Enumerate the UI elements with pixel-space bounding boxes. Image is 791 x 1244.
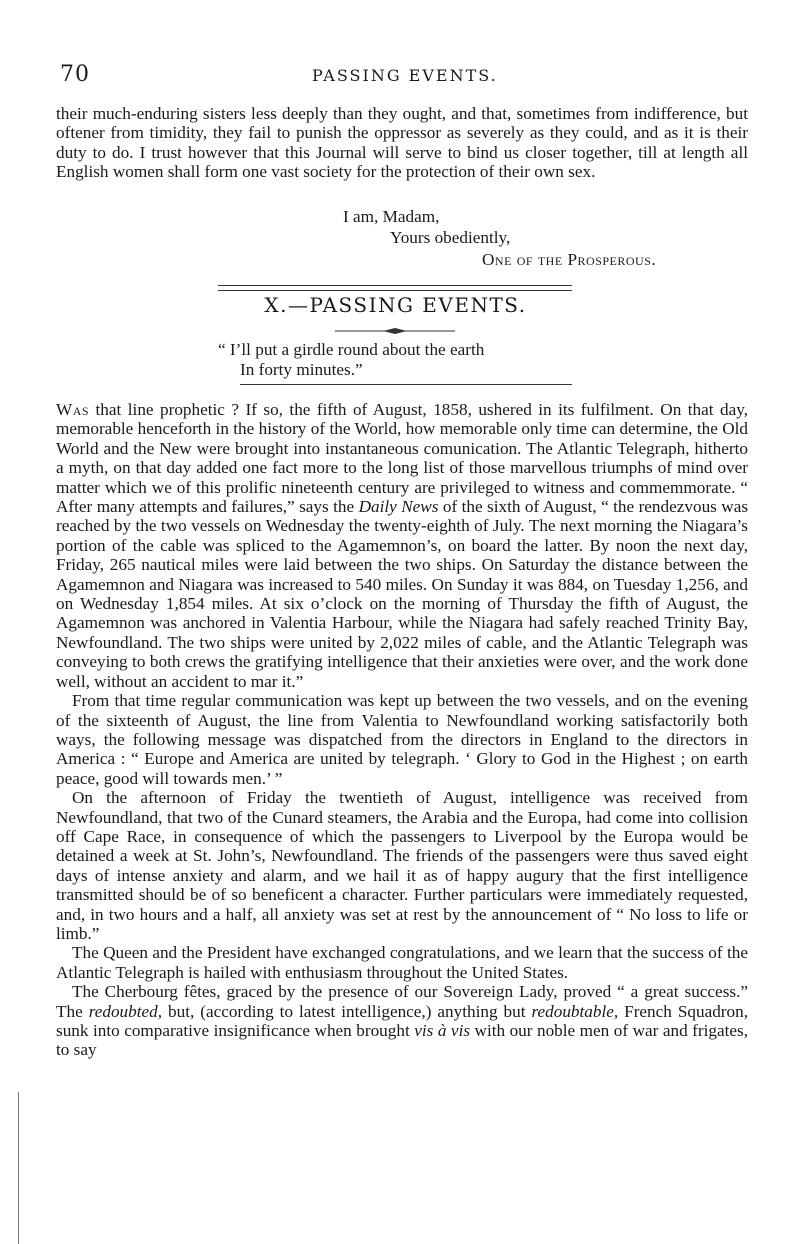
running-title: PASSING EVENTS. xyxy=(312,66,498,85)
ornament-divider xyxy=(335,327,455,335)
paragraph-5-italic-2: redoubtable xyxy=(531,1001,614,1021)
letter-paragraph xyxy=(56,104,748,182)
epigraph-line-2: In forty minutes.” xyxy=(240,360,363,379)
letter-signoff-1: I am, Madam, xyxy=(343,207,440,226)
running-head xyxy=(60,62,740,92)
letter-signature: One of the Prosperous. xyxy=(482,250,657,269)
letter-text: their much-enduring sisters less deeply than they ought, and that, sometimes from indifference, but oftener from timidity, they fail to punish the oppressor as severely as they could, and as it is their duty to do. I trust however that this Journal will serve to bind us closer together, till at length all English women shall form one vast society for the protection of their own sex. xyxy=(56,104,748,182)
paragraph-5-italic-1: redoubted xyxy=(88,1001,158,1021)
margin-rule xyxy=(18,1092,19,1244)
article-body xyxy=(56,400,748,1060)
page-number: 70 xyxy=(60,62,90,87)
paragraph-5 xyxy=(56,982,748,1060)
paragraph-3: On the afternoon of Friday the twentieth of August, intelligence was received from Newfoundland, that two of the Cunard steamers, the Arabia and the Europa, had come into collision off Cape Race, in consequence of which the passengers to Liverpool by the Europa would be detained a week at St. John’s, Newfoundland. The friends of the passengers were thus saved eight days of intense anxiety and alarm, and we hail it as of happy augury that the first intelligence transmitted should be of so beneficent a character. Further particulars were immediately requested, and, in two hours and a half, all anxiety was set at rest by the announcement of “ No loss to life or limb.” xyxy=(56,788,748,943)
paragraph-5-italic-3: vis à vis xyxy=(414,1021,471,1040)
epigraph-rule xyxy=(240,384,572,385)
paragraph-5-a: The Cherbourg fêtes, graced by the presence of our Sovereign Lady, proved “ a great success.” The xyxy=(56,982,748,1021)
paragraph-1-lead: Was xyxy=(56,400,90,419)
newspaper-title: Daily News xyxy=(358,497,439,517)
paragraph-1 xyxy=(56,400,748,691)
paragraph-1-end: of the sixth of August, “ the rendezvous was reached by the two vessels on Wednesday the twenty-eighth of July. The next morning the Niagara’s portion of the cable was spliced to the Agamemnon’s, on board the latter. By noon the next day, Friday, 265 nautical miles were laid between the two ships. On Saturday the distance between the Agamemnon and Niagara was increased to 540 miles. On Sunday it was 884, on Tuesday 1,256, and on Wednesday 1,854 miles. At six o’clock on the morning of Thursday the fifth of August, the Agamemnon was anchored in Valentia Harbour, while the Niagara had safely reached Trinity Bay, Newfoundland. The two ships were united by 2,022 miles of cable, and the Atlantic Telegraph was conveying to both crews the gratifying intelligence that their anxieties were over, and the work done well, without an accident to mar it.” xyxy=(56,497,749,691)
paragraph-5-d: with our noble men of war and frigates, to say xyxy=(56,1021,748,1060)
section-title: X.—PASSING EVENTS. xyxy=(264,293,527,317)
epigraph xyxy=(218,340,484,380)
paragraph-5-c: , French Squadron, sunk into comparative insignificance when brought xyxy=(56,1001,749,1040)
paragraph-1-text: that line prophetic ? If so, the fifth of August, 1858, ushered in its fulfilment. On that day, memorable henceforth in the history of the World, how memorable only time can determine, the Old World and the New were brought into instantaneous comunication. The Atlantic Telegraph, hitherto a myth, on that day added one fact more to the long list of those marvellous triumphs of mind over matter which we of this prolific nineteenth century are privileged to witness and commemmorate. “ After many attempts and failures,” says the xyxy=(56,400,748,517)
section-divider xyxy=(218,285,572,291)
paragraph-2: From that time regular communication was kept up between the two vessels, and on the evening of the sixteenth of August, the line from Valentia to Newfoundland working satisfactorily both ways, the following message was dispatched from the directors in England to the directors in America : “ Europe and America are united by telegraph. ‘ Glory to God in the Highest ; on earth peace, good will towards men.’ ” xyxy=(56,691,748,788)
paragraph-4: The Queen and the President have exchanged congratulations, and we learn that the success of the Atlantic Telegraph is hailed with enthusiasm throughout the United States. xyxy=(56,943,748,982)
letter-signoff-2: Yours obediently, xyxy=(390,228,511,247)
epigraph-line-1: “ I’ll put a girdle round about the earth xyxy=(218,340,485,359)
paragraph-5-b: , but, (according to latest intelligence,) anything but xyxy=(157,1001,532,1021)
